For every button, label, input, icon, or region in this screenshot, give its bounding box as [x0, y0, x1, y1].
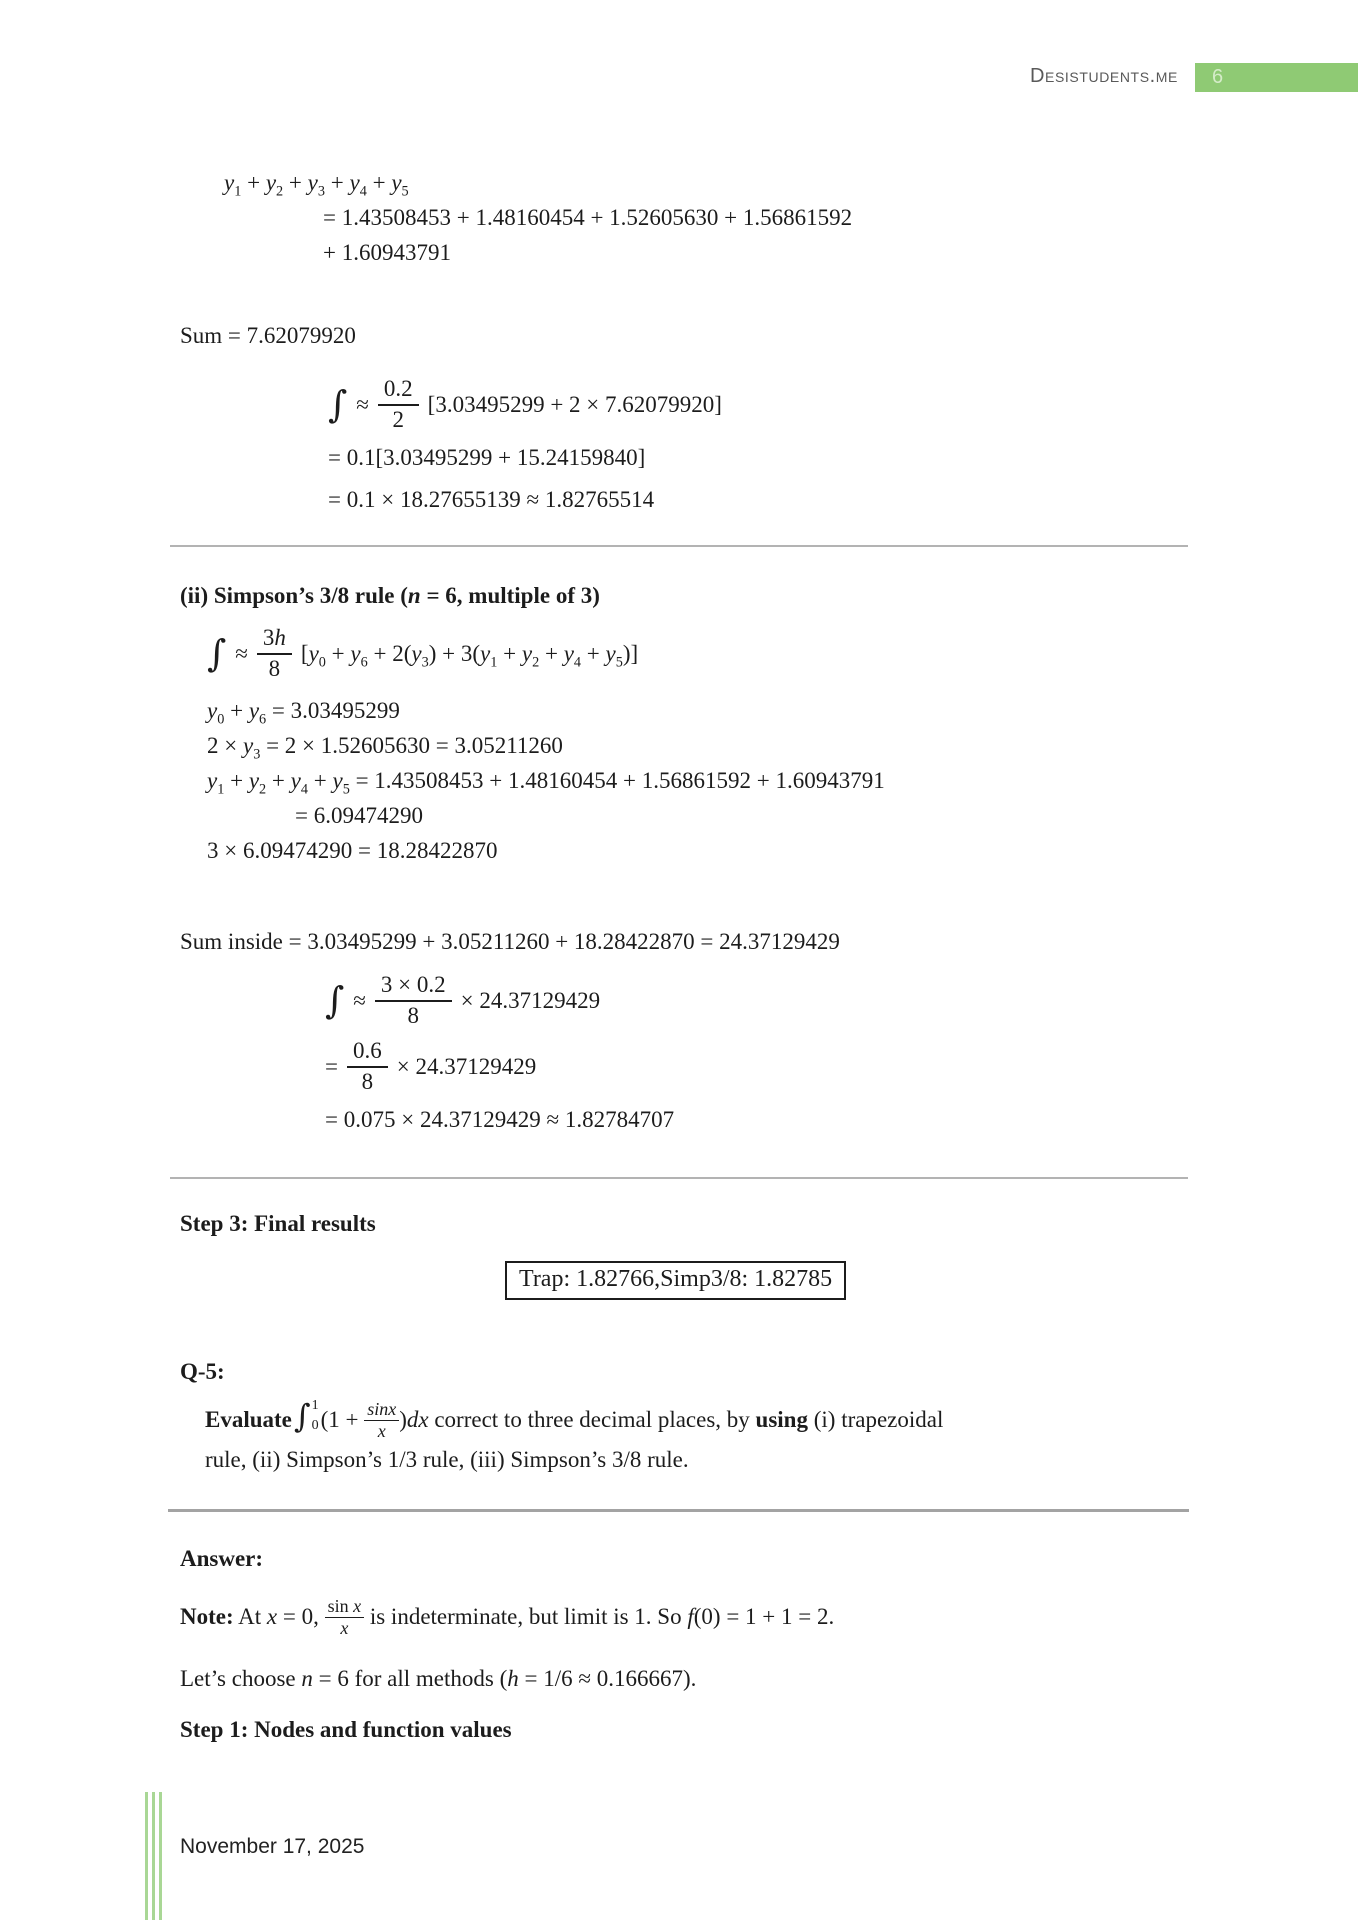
fraction-denominator: 2 — [392, 407, 405, 433]
fraction-numerator: sinx — [364, 1399, 399, 1421]
equation-text: (1 + — [320, 1407, 359, 1432]
section-divider — [170, 1177, 1188, 1179]
simpson38-work-block — [207, 625, 885, 868]
note-text: is indeterminate, but limit is 1. So f(0) = 1 + 1 = 2. — [369, 1604, 835, 1629]
simpson38-integral-block — [325, 972, 674, 1138]
equation-line: $y_1 + y_2 + y_4 + y_5 = 1.43508453 + 1.48160454 + 1.56861592 + 1.60943791$ — [207, 767, 885, 798]
question-text: )dx correct to three decimal places, by — [399, 1407, 750, 1432]
q5-question-line-1 — [205, 1398, 1215, 1442]
page-number-badge — [1195, 63, 1358, 92]
approx-sign: ≈ — [356, 391, 369, 417]
answer-heading: Answer: — [180, 1546, 264, 1571]
equation-line: = 0.075 × 24.37129429 ≈ 1.82784707 — [325, 1106, 675, 1132]
fraction — [347, 1038, 388, 1096]
accent-bar — [152, 1792, 155, 1920]
equation-line — [328, 376, 722, 434]
equation-line — [325, 1038, 674, 1096]
equation-line: + 1.60943791 — [323, 240, 451, 265]
fraction — [375, 972, 452, 1030]
equation-text: $[y_0 + y_6 + 2(y_3) + 3(y_1 + y_2 + y_4 + y_5)]$ — [300, 640, 639, 671]
fraction — [364, 1399, 399, 1441]
footer-date: November 17, 2025 — [180, 1835, 365, 1858]
fraction-numerator: 3 × 0.2 — [375, 972, 452, 1002]
simpson38-heading: (ii) Simpson’s 3/8 rule (n = 6, multiple of 3) — [180, 583, 600, 608]
equation-line: $y_0 + y_6 = 3.03495299$ — [207, 697, 400, 728]
integral-with-limits — [294, 1399, 319, 1433]
page-number: 6 — [1212, 66, 1224, 88]
integral-sign: ∫ — [207, 632, 227, 676]
trap-integral-block — [328, 376, 722, 518]
question-text: (i) trapezoidal — [813, 1407, 944, 1432]
equation-line: 3 × 6.09474290 = 18.28422870 — [207, 837, 498, 863]
integral-lower-limit: 0 — [311, 1418, 319, 1433]
step3-heading: Step 3: Final results — [180, 1211, 376, 1236]
site-title: Desistudents.me — [1029, 65, 1178, 87]
evaluate-word: Evaluate — [205, 1407, 292, 1432]
step1-heading: Step 1: Nodes and function values — [180, 1717, 512, 1742]
equation-line: $2 \times y_3 = 2 \times 1.52605630 = 3.05211260$ — [207, 732, 563, 763]
fraction-denominator: x — [340, 1618, 349, 1638]
integral-upper-limit: 1 — [311, 1398, 319, 1413]
fraction — [378, 376, 419, 434]
sum-total-line: Sum = 7.62079920 — [180, 323, 356, 348]
footer-accent-bars — [145, 1792, 162, 1920]
equation-line: = 1.43508453 + 1.48160454 + 1.52605630 + 1.56861592 — [323, 205, 853, 230]
q5-question — [205, 1398, 1215, 1478]
accent-bar — [159, 1792, 162, 1920]
q5-question-line-2: rule, (ii) Simpson’s 1/3 rule, (iii) Simpson’s 3/8 rule. — [205, 1447, 689, 1472]
q5-label: Q-5: — [180, 1359, 225, 1384]
choose-n-line: Let’s choose n = 6 for all methods (h = 1/6 ≈ 0.166667). — [180, 1666, 697, 1691]
using-word: using — [755, 1407, 808, 1432]
equation-line: = 0.1 × 18.27655139 ≈ 1.82765514 — [328, 486, 655, 512]
equation-text: × 24.37129429 — [460, 987, 601, 1013]
fraction — [257, 625, 292, 683]
trap-sum-equation — [224, 165, 852, 270]
fraction-numerator: 0.6 — [347, 1038, 388, 1068]
fraction-denominator: 8 — [407, 1003, 420, 1029]
equation-line: $y_1 + y_2 + y_3 + y_4 + y_5$ — [224, 170, 409, 200]
section-divider — [170, 545, 1188, 547]
fraction-numerator: 0.2 — [378, 376, 419, 406]
approx-sign: ≈ — [235, 640, 248, 666]
integral-sign: ∫ — [328, 383, 348, 427]
fraction-denominator: 8 — [361, 1069, 374, 1095]
final-results-box: Trap: 1.82766,Simp3/8: 1.82785 — [505, 1261, 846, 1300]
note-label: Note: — [180, 1604, 234, 1629]
equation-text: × 24.37129429 — [396, 1053, 537, 1079]
section-divider — [168, 1509, 1189, 1512]
accent-bar — [145, 1792, 148, 1920]
sum-inside-line: Sum inside = 3.03495299 + 3.05211260 + 18.28422870 = 24.37129429 — [180, 929, 840, 954]
equals-sign: = — [325, 1053, 338, 1079]
fraction-numerator: sin x — [325, 1596, 365, 1618]
equation-text: [3.03495299 + 2 × 7.62079920] — [427, 391, 722, 417]
equation-line: = 6.09474290 — [295, 802, 423, 828]
approx-sign: ≈ — [353, 987, 366, 1013]
fraction-denominator: x — [377, 1421, 386, 1441]
note-line — [180, 1592, 834, 1642]
fraction-numerator: 3h — [257, 625, 292, 655]
fraction-denominator: 8 — [268, 656, 281, 682]
integral-sign: ∫ — [293, 1397, 311, 1435]
equation-line: = 0.1[3.03495299 + 15.24159840] — [328, 444, 646, 470]
note-text: At x = 0, — [238, 1604, 319, 1629]
equation-line — [325, 972, 674, 1030]
fraction — [325, 1596, 365, 1638]
equation-line — [207, 625, 885, 683]
integral-sign: ∫ — [325, 979, 345, 1023]
